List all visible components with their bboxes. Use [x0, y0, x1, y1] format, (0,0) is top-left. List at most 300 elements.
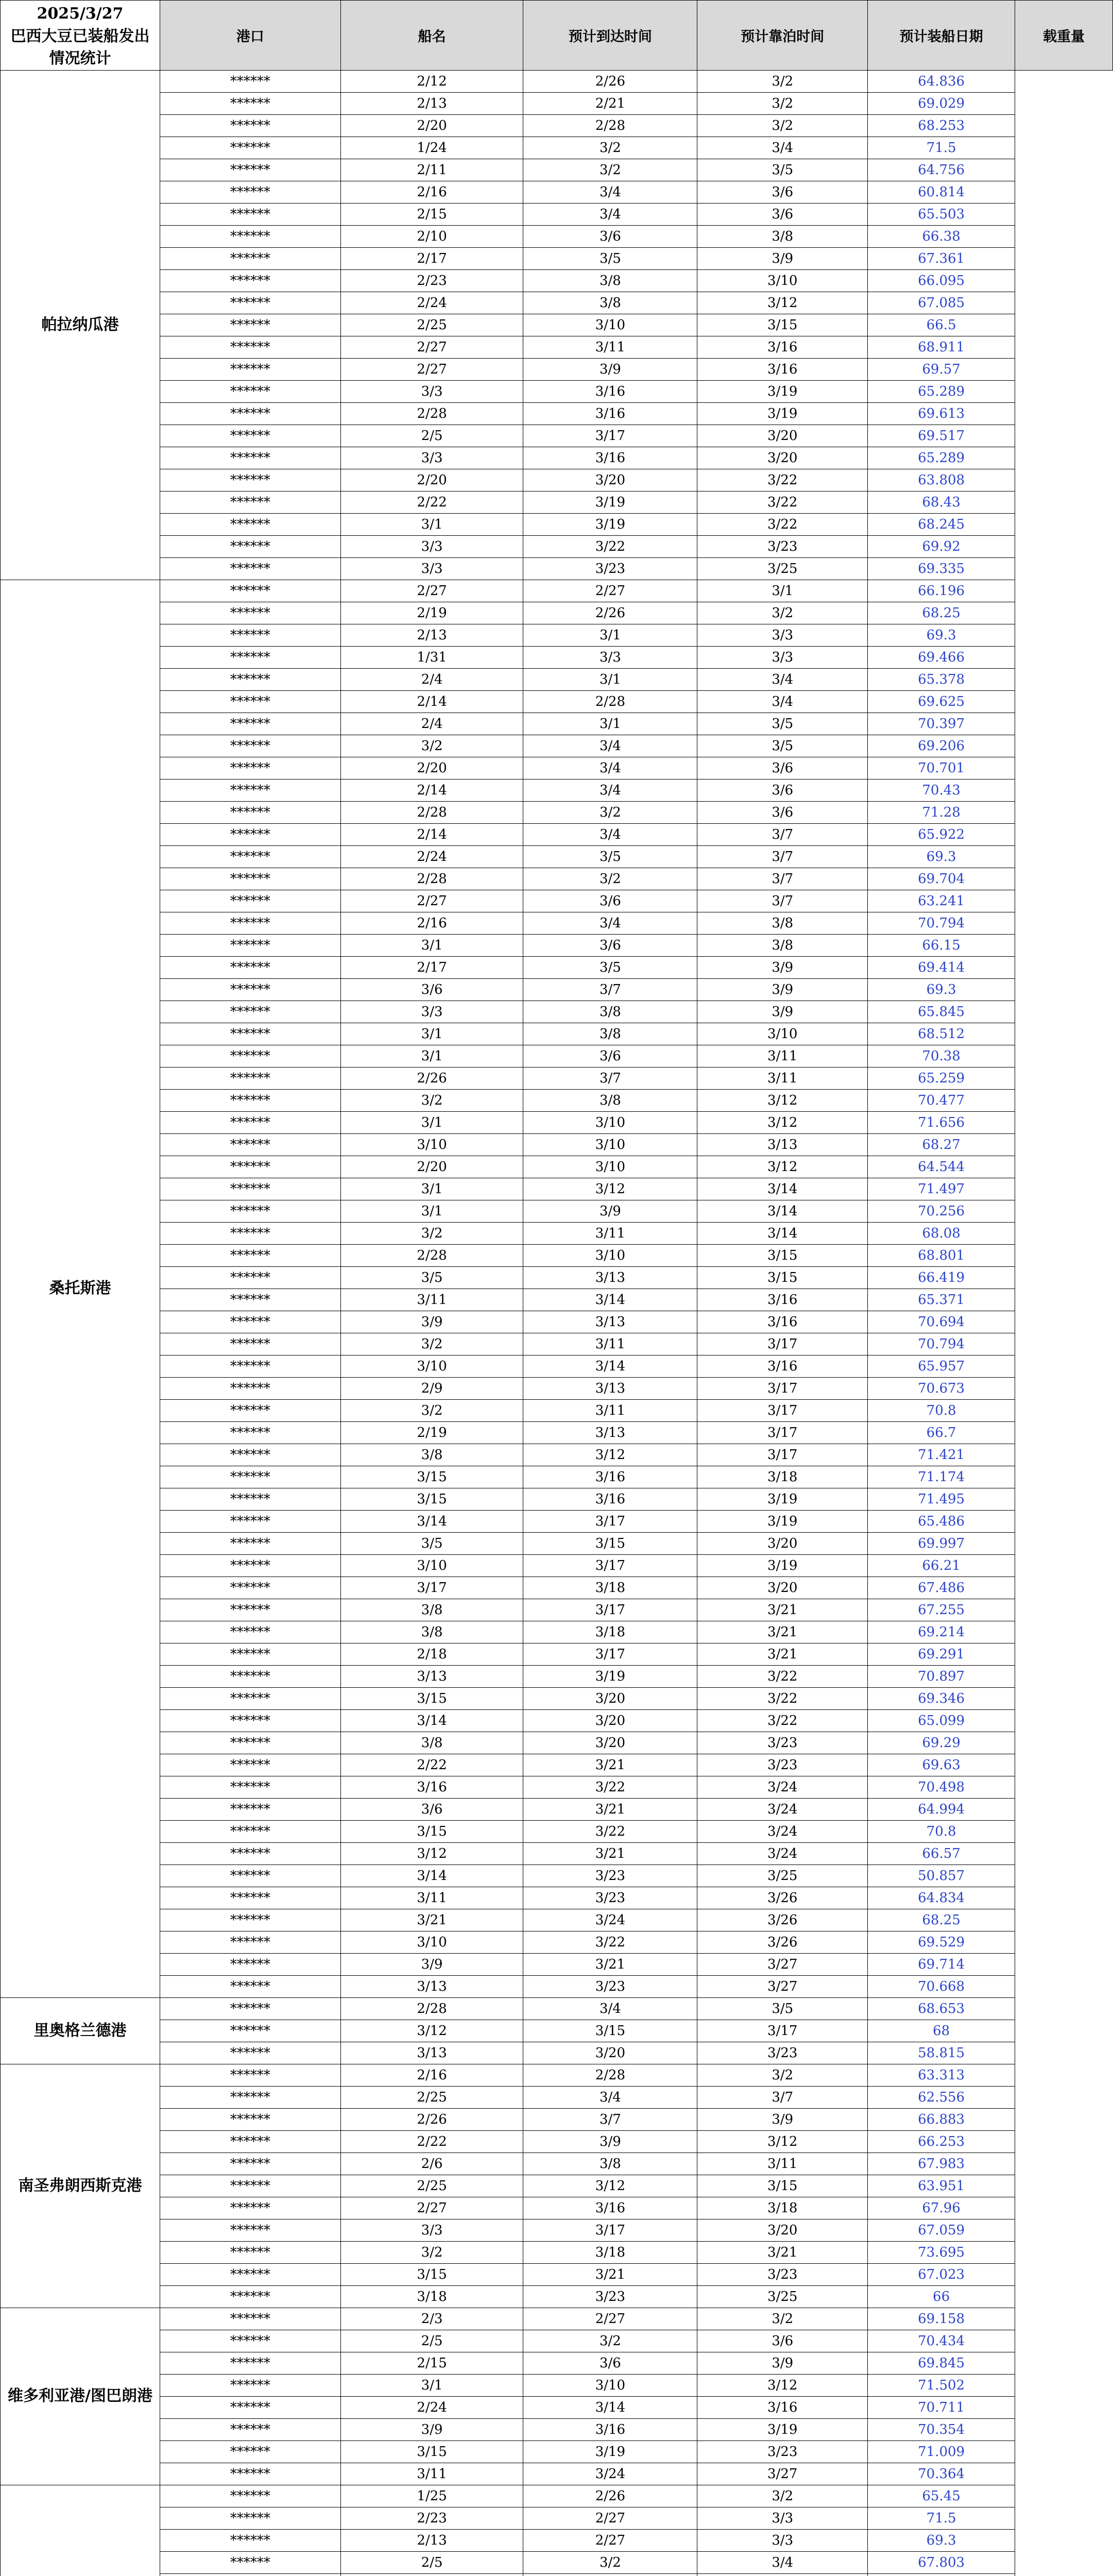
- arrival-date: 3/1: [340, 1178, 523, 1200]
- col-header-load[interactable]: 预计装船日期: [868, 1, 1015, 71]
- table-row: [1, 181, 1113, 203]
- loading-date: 3/24: [697, 1798, 868, 1820]
- berth-date: 3/12: [523, 1444, 697, 1466]
- table-row: [1, 513, 1113, 535]
- berth-date: 3/4: [523, 735, 697, 757]
- berth-date: 3/7: [523, 978, 697, 1001]
- arrival-date: 3/13: [340, 2042, 523, 2064]
- volume: 70.364: [868, 2463, 1015, 2485]
- report-title-line-1: 巴西大豆已装船发出: [10, 27, 150, 45]
- loading-date: 3/23: [697, 1754, 868, 1776]
- arrival-date: 3/1: [340, 1200, 523, 1222]
- loading-date: 3/12: [697, 1111, 868, 1133]
- arrival-date: 3/1: [340, 1045, 523, 1067]
- ship-name: ******: [160, 1355, 340, 1377]
- table-row: [1, 1133, 1113, 1156]
- berth-date: 3/20: [523, 2042, 697, 2064]
- table-row: [1, 447, 1113, 469]
- table-row: [1, 2263, 1113, 2285]
- arrival-date: 3/3: [340, 2219, 523, 2241]
- berth-date: 3/1: [523, 713, 697, 735]
- ship-name: ******: [160, 823, 340, 845]
- volume: 63.241: [868, 890, 1015, 912]
- ship-name: ******: [160, 491, 340, 513]
- table-row: [1, 2396, 1113, 2418]
- table-row: [1, 137, 1113, 159]
- arrival-date: 3/9: [340, 2418, 523, 2441]
- volume: [868, 2573, 1015, 2576]
- volume: 65.957: [868, 1355, 1015, 1377]
- berth-date: 2/27: [523, 580, 697, 602]
- table-row: [1, 845, 1113, 868]
- loading-date: 3/19: [697, 1554, 868, 1577]
- table-row: [1, 956, 1113, 978]
- ship-name: ******: [160, 1311, 340, 1333]
- table-row: [1, 1421, 1113, 1444]
- arrival-date: 2/22: [340, 2130, 523, 2153]
- ship-name: ******: [160, 2153, 340, 2175]
- ship-name: ******: [160, 2441, 340, 2463]
- arrival-date: 3/3: [340, 1001, 523, 1023]
- volume: 63.808: [868, 469, 1015, 491]
- table-row: [1, 1045, 1113, 1067]
- volume: 68.43: [868, 491, 1015, 513]
- berth-date: 3/14: [523, 2396, 697, 2418]
- ship-name: ******: [160, 779, 340, 801]
- volume: 70.434: [868, 2330, 1015, 2352]
- table-row: [1, 1311, 1113, 1333]
- table-row: [1, 912, 1113, 934]
- berth-date: 3/21: [523, 2263, 697, 2285]
- port-name: 南圣弗朗西斯克港: [1, 2064, 160, 2308]
- berth-date: 2/27: [523, 2529, 697, 2551]
- arrival-date: 3/13: [340, 1975, 523, 1997]
- ship-name: ******: [160, 2418, 340, 2441]
- loading-date: 3/16: [697, 1355, 868, 1377]
- table-row: [1, 2551, 1113, 2573]
- table-row: [1, 2108, 1113, 2130]
- table-row: [1, 690, 1113, 713]
- table-row: [1, 890, 1113, 912]
- berth-date: 3/17: [523, 1599, 697, 1621]
- arrival-date: 2/16: [340, 2064, 523, 2086]
- volume: 71.174: [868, 1466, 1015, 1488]
- loading-date: 3/6: [697, 181, 868, 203]
- ship-name: ******: [160, 1687, 340, 1709]
- berth-date: 3/12: [523, 2175, 697, 2197]
- ship-name: ******: [160, 1732, 340, 1754]
- loading-date: 3/3: [697, 2529, 868, 2551]
- ship-name: ******: [160, 1997, 340, 2020]
- berth-date: 3/9: [523, 358, 697, 380]
- arrival-date: 2/28: [340, 1244, 523, 1266]
- volume: 70.694: [868, 1311, 1015, 1333]
- loading-date: 3/24: [697, 1820, 868, 1842]
- volume: 70.897: [868, 1665, 1015, 1687]
- ship-name: ******: [160, 2042, 340, 2064]
- berth-date: 3/18: [523, 1577, 697, 1599]
- volume: 65.486: [868, 1510, 1015, 1532]
- arrival-date: 3/8: [340, 1621, 523, 1643]
- volume: 68.911: [868, 336, 1015, 358]
- ship-name: ******: [160, 2263, 340, 2285]
- arrival-date: 3/1: [340, 934, 523, 956]
- ship-name: ******: [160, 1953, 340, 1975]
- ship-name: ******: [160, 1244, 340, 1266]
- loading-date: 3/6: [697, 779, 868, 801]
- berth-date: 3/6: [523, 890, 697, 912]
- berth-date: 3/13: [523, 1377, 697, 1399]
- berth-date: 3/4: [523, 912, 697, 934]
- volume: 67.983: [868, 2153, 1015, 2175]
- volume: 69.214: [868, 1621, 1015, 1643]
- loading-date: 3/3: [697, 2507, 868, 2529]
- arrival-date: 1/31: [340, 646, 523, 668]
- ship-name: ******: [160, 2285, 340, 2308]
- ship-name: ******: [160, 735, 340, 757]
- table-row: [1, 868, 1113, 890]
- volume: 73.695: [868, 2241, 1015, 2263]
- arrival-date: 3/10: [340, 1355, 523, 1377]
- loading-date: 3/2: [697, 114, 868, 137]
- arrival-date: 3/10: [340, 1931, 523, 1953]
- volume: 64.756: [868, 159, 1015, 181]
- table-row: [1, 978, 1113, 1001]
- ship-name: ******: [160, 137, 340, 159]
- arrival-date: 3/15: [340, 1488, 523, 1510]
- berth-date: 3/16: [523, 1488, 697, 1510]
- arrival-date: 3/2: [340, 735, 523, 757]
- ship-name: ******: [160, 646, 340, 668]
- table-row: [1, 2219, 1113, 2241]
- berth-date: 3/6: [523, 225, 697, 247]
- loading-date: 3/2: [697, 2485, 868, 2507]
- table-row: [1, 1577, 1113, 1599]
- ship-name: ******: [160, 1156, 340, 1178]
- berth-date: 3/9: [523, 1200, 697, 1222]
- volume: 69.291: [868, 1643, 1015, 1665]
- port-name: 维多利亚港/图巴朗港: [1, 2308, 160, 2485]
- table-row: [1, 159, 1113, 181]
- berth-date: 3/12: [523, 1178, 697, 1200]
- arrival-date: 3/15: [340, 2441, 523, 2463]
- berth-date: 3/10: [523, 1244, 697, 1266]
- berth-date: 3/2: [523, 137, 697, 159]
- volume: 69.158: [868, 2308, 1015, 2330]
- table-row: [1, 1089, 1113, 1111]
- ship-name: ******: [160, 1222, 340, 1244]
- berth-date: 3/20: [523, 1709, 697, 1732]
- berth-date: 3/10: [523, 314, 697, 336]
- table-row: [1, 2485, 1113, 2507]
- volume: 69.517: [868, 425, 1015, 447]
- arrival-date: 2/4: [340, 713, 523, 735]
- arrival-date: 2/27: [340, 2197, 523, 2219]
- col-header-berth[interactable]: 预计靠泊时间: [697, 1, 868, 71]
- loading-date: 3/25: [697, 557, 868, 580]
- volume: 69.997: [868, 1532, 1015, 1554]
- ship-name: ******: [160, 978, 340, 1001]
- loading-date: 3/8: [697, 934, 868, 956]
- loading-date: 3/14: [697, 1200, 868, 1222]
- table-row: [1, 1289, 1113, 1311]
- ship-name: ******: [160, 314, 340, 336]
- ship-name: ******: [160, 2175, 340, 2197]
- berth-date: 3/24: [523, 2463, 697, 2485]
- loading-date: 3/21: [697, 1599, 868, 1621]
- ship-name: ******: [160, 1200, 340, 1222]
- table-row: [1, 1842, 1113, 1865]
- volume: 69.845: [868, 2352, 1015, 2374]
- volume: 71.421: [868, 1444, 1015, 1466]
- ship-name: ******: [160, 1045, 340, 1067]
- arrival-date: 3/3: [340, 535, 523, 557]
- table-row: [1, 1266, 1113, 1289]
- col-header-arrive[interactable]: 预计到达时间: [523, 1, 697, 71]
- ship-name: ******: [160, 845, 340, 868]
- loading-date: 3/6: [697, 757, 868, 779]
- volume: 69.3: [868, 624, 1015, 646]
- table-row: [1, 2441, 1113, 2463]
- ship-name: ******: [160, 713, 340, 735]
- table-row: [1, 1200, 1113, 1222]
- ship-name: ******: [160, 1554, 340, 1577]
- berth-date: 3/1: [523, 624, 697, 646]
- loading-date: 3/2: [697, 602, 868, 624]
- arrival-date: 3/3: [340, 380, 523, 402]
- ship-name: ******: [160, 1266, 340, 1289]
- loading-date: 3/4: [697, 2551, 868, 2573]
- ship-name: ******: [160, 1798, 340, 1820]
- arrival-date: 2/5: [340, 425, 523, 447]
- loading-date: 3/5: [697, 1997, 868, 2020]
- table-row: [1, 269, 1113, 292]
- loading-date: 3/16: [697, 336, 868, 358]
- table-row: [1, 1377, 1113, 1399]
- ship-name: ******: [160, 1643, 340, 1665]
- ship-name: ******: [160, 1089, 340, 1111]
- volume: 65.371: [868, 1289, 1015, 1311]
- ship-name: ******: [160, 2219, 340, 2241]
- volume: 69.714: [868, 1953, 1015, 1975]
- table-row: [1, 1111, 1113, 1133]
- arrival-date: 3/1: [340, 1111, 523, 1133]
- col-header-port[interactable]: 港口: [160, 1, 340, 71]
- ship-name: ******: [160, 181, 340, 203]
- loading-date: 3/14: [697, 1178, 868, 1200]
- loading-date: 3/7: [697, 890, 868, 912]
- loading-date: 3/22: [697, 1687, 868, 1709]
- arrival-date: 2/28: [340, 868, 523, 890]
- volume: 67.361: [868, 247, 1015, 269]
- berth-date: 3/1: [523, 668, 697, 690]
- volume: 65.503: [868, 203, 1015, 225]
- table-row: [1, 247, 1113, 269]
- loading-date: 3/22: [697, 1709, 868, 1732]
- arrival-date: 3/2: [340, 1399, 523, 1421]
- berth-date: 3/11: [523, 336, 697, 358]
- volume: 69.029: [868, 92, 1015, 114]
- berth-date: 3/22: [523, 535, 697, 557]
- volume: 67.803: [868, 2551, 1015, 2573]
- arrival-date: 3/11: [340, 1289, 523, 1311]
- table-row: [1, 1997, 1113, 2020]
- berth-date: 3/17: [523, 2219, 697, 2241]
- volume: 68.08: [868, 1222, 1015, 1244]
- loading-date: [697, 2573, 868, 2576]
- berth-date: 3/19: [523, 1665, 697, 1687]
- table-row: [1, 1776, 1113, 1798]
- volume: 64.834: [868, 1887, 1015, 1909]
- loading-date: 3/15: [697, 1266, 868, 1289]
- loading-date: 3/15: [697, 314, 868, 336]
- table-row: [1, 1488, 1113, 1510]
- table-row: [1, 2507, 1113, 2529]
- table-row: [1, 1067, 1113, 1089]
- table-row: [1, 2130, 1113, 2153]
- ship-name: ******: [160, 1820, 340, 1842]
- table-row: [1, 580, 1113, 602]
- arrival-date: 3/8: [340, 1444, 523, 1466]
- arrival-date: 2/27: [340, 580, 523, 602]
- volume: 70.354: [868, 2418, 1015, 2441]
- loading-date: 3/22: [697, 513, 868, 535]
- arrival-date: 2/20: [340, 114, 523, 137]
- col-header-ship[interactable]: 船名: [340, 1, 523, 71]
- volume: 63.951: [868, 2175, 1015, 2197]
- loading-date: 3/12: [697, 2130, 868, 2153]
- loading-date: 3/3: [697, 646, 868, 668]
- table-row: [1, 1222, 1113, 1244]
- loading-date: 3/20: [697, 1577, 868, 1599]
- berth-date: 3/19: [523, 491, 697, 513]
- table-row: [1, 2463, 1113, 2485]
- arrival-date: 2/14: [340, 690, 523, 713]
- table-row: [1, 1554, 1113, 1577]
- volume: 71.5: [868, 2507, 1015, 2529]
- ship-name: ******: [160, 2020, 340, 2042]
- volume: 69.3: [868, 2529, 1015, 2551]
- berth-date: 3/2: [523, 159, 697, 181]
- loading-date: 3/26: [697, 1887, 868, 1909]
- berth-date: 3/16: [523, 447, 697, 469]
- berth-date: 3/21: [523, 1798, 697, 1820]
- berth-date: 3/4: [523, 823, 697, 845]
- ship-name: ******: [160, 535, 340, 557]
- table-row: [1, 757, 1113, 779]
- table-row: [1, 2308, 1113, 2330]
- volume: 71.009: [868, 2441, 1015, 2463]
- berth-date: 3/24: [523, 1909, 697, 1931]
- ship-name: ******: [160, 890, 340, 912]
- berth-date: 3/20: [523, 469, 697, 491]
- volume: 70.794: [868, 1333, 1015, 1355]
- berth-date: 3/23: [523, 557, 697, 580]
- berth-date: 2/26: [523, 602, 697, 624]
- table-row: [1, 1532, 1113, 1554]
- volume: 66.21: [868, 1554, 1015, 1577]
- ship-name: ******: [160, 1333, 340, 1355]
- ship-name: ******: [160, 2485, 340, 2507]
- arrival-date: 2/20: [340, 469, 523, 491]
- arrival-date: 2/24: [340, 292, 523, 314]
- col-header-volume[interactable]: 载重量: [1015, 1, 1113, 71]
- volume: 66.095: [868, 269, 1015, 292]
- arrival-date: 2/27: [340, 336, 523, 358]
- arrival-date: 2/13: [340, 92, 523, 114]
- loading-date: 3/12: [697, 1156, 868, 1178]
- table-row: [1, 2086, 1113, 2108]
- ship-name: ******: [160, 2330, 340, 2352]
- berth-date: 3/14: [523, 1289, 697, 1311]
- loading-date: 3/17: [697, 1399, 868, 1421]
- table-row: [1, 2064, 1113, 2086]
- arrival-date: 3/17: [340, 1577, 523, 1599]
- table-row: [1, 1178, 1113, 1200]
- volume: 60.814: [868, 181, 1015, 203]
- table-row: [1, 1665, 1113, 1687]
- volume: 67.085: [868, 292, 1015, 314]
- loading-date: 3/5: [697, 713, 868, 735]
- ship-name: ******: [160, 1377, 340, 1399]
- berth-date: 3/23: [523, 2285, 697, 2308]
- table-row: [1, 2197, 1113, 2219]
- ship-name: ******: [160, 247, 340, 269]
- arrival-date: 2/14: [340, 823, 523, 845]
- ship-name: ******: [160, 1466, 340, 1488]
- berth-date: 3/9: [523, 2130, 697, 2153]
- loading-date: 3/20: [697, 447, 868, 469]
- arrival-date: 1/25: [340, 2485, 523, 2507]
- berth-date: 3/7: [523, 1067, 697, 1089]
- ship-name: ******: [160, 425, 340, 447]
- port-name: 里奥格兰德港: [1, 1997, 160, 2064]
- ship-name: ******: [160, 1865, 340, 1887]
- loading-date: 3/3: [697, 624, 868, 646]
- volume: 68.25: [868, 602, 1015, 624]
- loading-date: 3/17: [697, 1444, 868, 1466]
- loading-date: 3/9: [697, 1001, 868, 1023]
- loading-date: 3/23: [697, 535, 868, 557]
- table-row: [1, 2418, 1113, 2441]
- volume: 68.25: [868, 1909, 1015, 1931]
- loading-date: 3/6: [697, 203, 868, 225]
- loading-date: 3/17: [697, 1333, 868, 1355]
- loading-date: 3/20: [697, 2219, 868, 2241]
- arrival-date: 2/25: [340, 2086, 523, 2108]
- table-row: [1, 713, 1113, 735]
- arrival-date: 3/2: [340, 1333, 523, 1355]
- loading-date: 3/24: [697, 1776, 868, 1798]
- loading-date: 3/23: [697, 2263, 868, 2285]
- arrival-date: 2/6: [340, 2153, 523, 2175]
- volume: 67.059: [868, 2219, 1015, 2241]
- berth-date: 2/26: [523, 2485, 697, 2507]
- ship-name: ******: [160, 1776, 340, 1798]
- ship-name: ******: [160, 2463, 340, 2485]
- berth-date: 3/11: [523, 1399, 697, 1421]
- volume: 64.836: [868, 70, 1015, 92]
- arrival-date: 2/10: [340, 225, 523, 247]
- arrival-date: 3/11: [340, 1887, 523, 1909]
- berth-date: 3/22: [523, 1820, 697, 1842]
- ship-name: ******: [160, 956, 340, 978]
- table-row: [1, 1865, 1113, 1887]
- table-row: [1, 491, 1113, 513]
- volume: 65.289: [868, 447, 1015, 469]
- ship-name: ******: [160, 1133, 340, 1156]
- table-row: [1, 70, 1113, 92]
